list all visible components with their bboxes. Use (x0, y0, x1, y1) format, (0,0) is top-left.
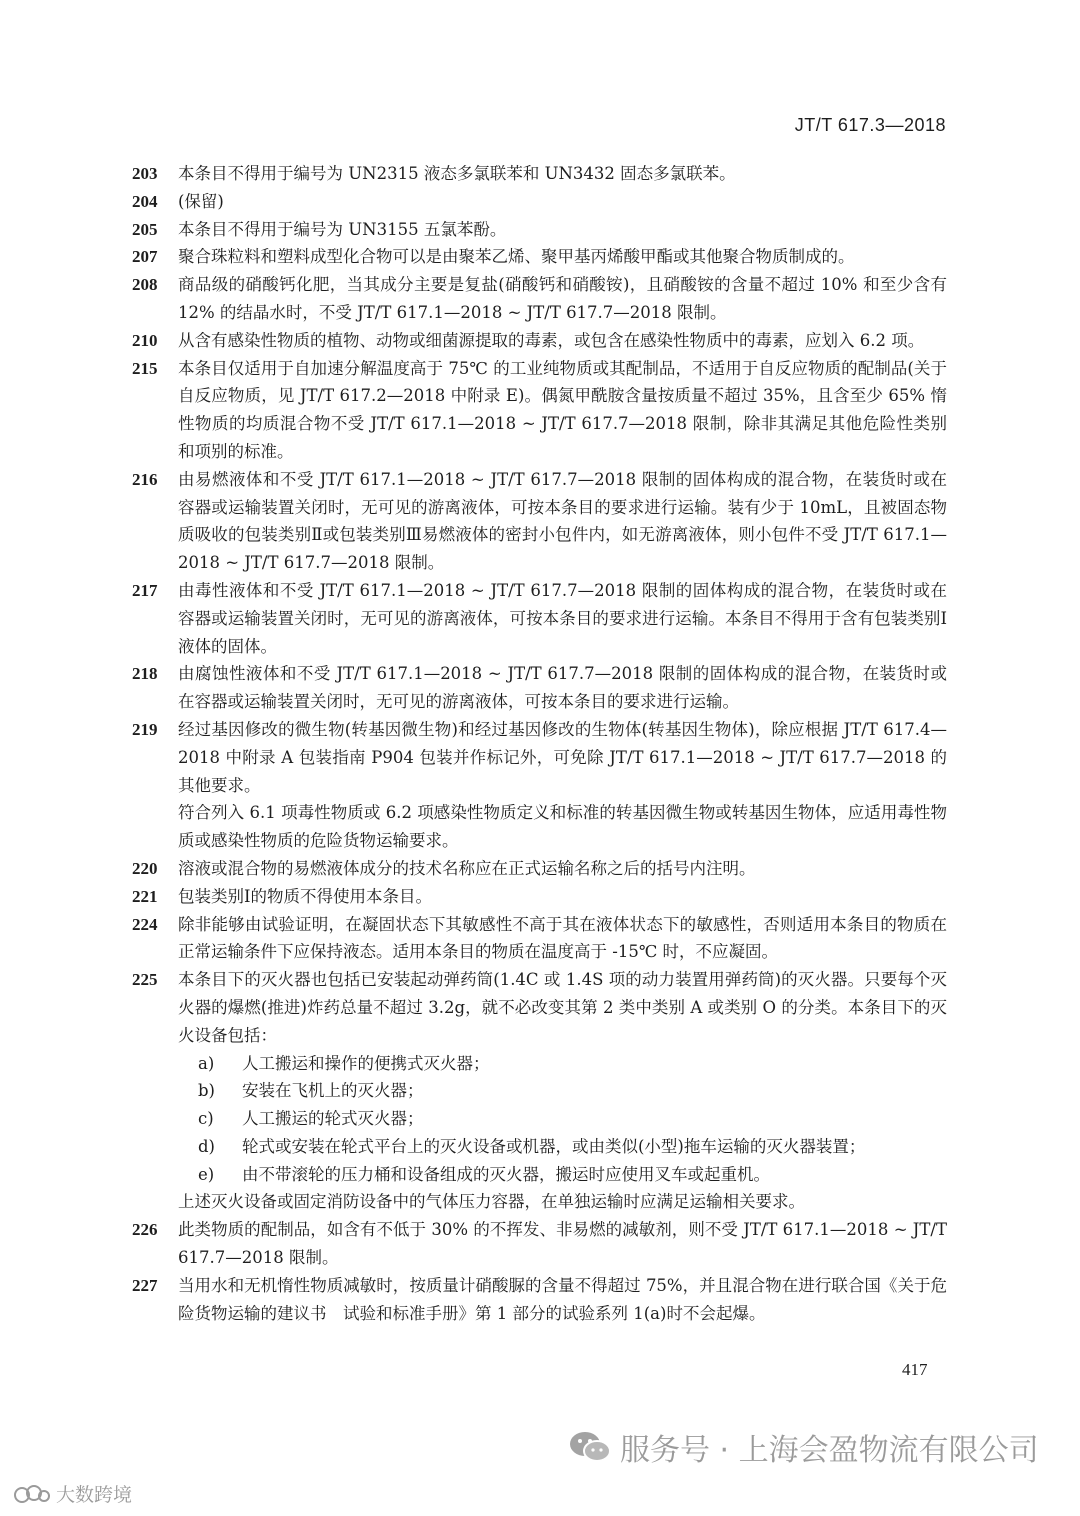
entry-number: 210 (132, 330, 158, 350)
sub-item-label: a) (198, 1053, 215, 1073)
entry-227 (132, 1272, 947, 1328)
entry-text: 本条目不得用于编号为 UN2315 液态多氯联苯和 UN3432 固态多氯联苯。 (178, 164, 736, 183)
sub-item (178, 1161, 947, 1189)
entry-text: 经过基因修改的微生物(转基因微生物)和经过基因修改的生物体(转基因生物体)，除应根据 JT/T 617.4—2018 中附录 A 包装指南 P904 包装并作标记外，可免除 JT/T 617.1—2018 ~ JT/T 617.7—2018 的其他要求。 (178, 719, 947, 795)
entry-text: 本条目仅适用于自加速分解温度高于 75℃ 的工业纯物质或其配制品，不适用于自反应物质的配制品(关于自反应物质，见 JT/T 617.2—2018 中附录 E)。偶氮甲酰胺含量按质量不超过 35%，且含至少 65% 惰性物质的均质混合物不受 JT/T 617.1—2018 ~ JT/T 617.7—2018 限制，除非其满足其他危险性类别和项别的标准。 (178, 358, 947, 461)
entry-text: (保留) (178, 191, 224, 211)
entry-text: 溶液或混合物的易燃液体成分的技术名称应在正式运输名称之后的括号内注明。 (178, 858, 756, 878)
sub-item-label: c) (198, 1109, 214, 1129)
entry-text: 此类物质的配制品，如含有不低于 30% 的不挥发、非易燃的减敏剂，则不受 JT/T 617.1—2018 ~ JT/T 617.7—2018 限制。 (178, 1220, 947, 1268)
entry-text: 包装类别Ⅰ的物质不得使用本条目。 (178, 886, 433, 906)
entry-204 (132, 188, 947, 216)
watermark-left (12, 1480, 132, 1507)
entry-text: 商品级的硝酸钙化肥，当其成分主要是复盐(硝酸钙和硝酸铵)，且硝酸铵的含量不超过 10% 和至少含有 12% 的结晶水时，不受 JT/T 617.1—2018 ~ JT/T 617.7—2018 限制。 (178, 275, 947, 322)
entry-220 (132, 855, 947, 883)
entry-203 (132, 160, 947, 188)
entry-number: 219 (132, 719, 158, 739)
entry-text: 符合列入 6.1 项毒性物质或 6.2 项感染性物质定义和标准的转基因微生物或转基因生物体，应适用毒性物质或感染性物质的危险货物运输要求。 (178, 803, 947, 851)
entry-210 (132, 327, 947, 355)
page-number: 417 (902, 1360, 928, 1379)
entry-number: 204 (132, 191, 158, 211)
entry-number: 203 (132, 164, 158, 183)
entry-219 (132, 716, 947, 855)
entry-number: 208 (132, 275, 158, 295)
entry-207 (132, 243, 947, 271)
sub-item-text: 人工搬运的轮式灭火器； (242, 1109, 424, 1129)
entry-number: 221 (132, 886, 158, 906)
entry-number: 220 (132, 858, 158, 878)
entry-text: 由易燃液体和不受 JT/T 617.1—2018 ~ JT/T 617.7—2018 限制的固体构成的混合物，在装货时或在容器或运输装置关闭时，无可见的游离液体，可按本条目的要求进行运输。装有少于 10mL，且被固态物质吸收的包装类别Ⅱ或包装类别Ⅲ易燃液体的密封小包件内，如无游离液体，则小包件不受 JT/T 617.1—2018 ~ JT/T 617.7—2018 限制。 (178, 469, 947, 573)
sub-item-label: b) (198, 1081, 215, 1101)
regulation-entries (132, 160, 947, 1327)
entry-218 (132, 660, 947, 716)
entry-number: 216 (132, 469, 158, 489)
entry-number: 224 (132, 914, 158, 934)
entry-215 (132, 355, 947, 466)
entry-text: 从含有感染性物质的植物、动物或细菌源提取的毒素，或包含在感染性物质中的毒素，应划入 6.2 项。 (178, 330, 925, 350)
entry-number: 225 (132, 970, 158, 990)
sub-item-label: e) (198, 1164, 215, 1184)
cloud-link-icon (12, 1483, 52, 1505)
sub-item-text: 人工搬运和操作的便携式灭火器； (242, 1053, 490, 1073)
sub-item-text: 安装在飞机上的灭火器； (242, 1081, 424, 1101)
entry-216 (132, 466, 947, 577)
entry-number: 218 (132, 664, 158, 684)
entry-number: 227 (132, 1275, 158, 1295)
entry-number: 205 (132, 219, 158, 239)
entry-224 (132, 911, 947, 967)
wechat-icon (568, 1429, 612, 1465)
sub-item (178, 1105, 947, 1133)
entry-205 (132, 216, 947, 244)
entry-217 (132, 577, 947, 660)
entry-225 (132, 966, 947, 1216)
sub-item-label: d) (198, 1136, 215, 1156)
sub-item-text: 轮式或安装在轮式平台上的灭火设备或机器，或由类似(小型)拖车运输的灭火器装置； (242, 1136, 866, 1156)
sub-item (178, 1133, 947, 1161)
watermark-right (568, 1425, 1039, 1469)
entry-text: 聚合珠粒料和塑料成型化合物可以是由聚苯乙烯、聚甲基丙烯酸甲酯或其他聚合物质制成的。 (178, 247, 855, 267)
watermark-right-text: 服务号 · 上海会盈物流有限公司 (620, 1433, 1039, 1468)
standard-code: JT/T 617.3—2018 (794, 115, 946, 135)
entry-text: 由毒性液体和不受 JT/T 617.1—2018 ~ JT/T 617.7—2018 限制的固体构成的混合物，在装货时或在容器或运输装置关闭时，无可见的游离液体，可按本条目的要求进行运输。本条目不得用于含有包装类别Ⅰ液体的固体。 (178, 580, 947, 656)
entry-number: 215 (132, 358, 158, 378)
entry-text: 上述灭火设备或固定消防设备中的气体压力容器，在单独运输时应满足运输相关要求。 (178, 1192, 805, 1212)
watermark-left-text: 大数跨境 (56, 1484, 133, 1506)
entry-text: 本条目下的灭火器也包括已安装起动弹药筒(1.4C 或 1.4S 项的动力装置用弹药筒)的灭火器。只要每个灭火器的爆燃(推进)炸药总量不超过 3.2g，就不必改变其第 2 类中类别 A 或类别 O 的分类。本条目下的灭火设备包括： (178, 970, 947, 1045)
entry-number: 226 (132, 1220, 158, 1240)
entry-number: 207 (132, 247, 158, 267)
entry-text: 当用水和无机惰性物质减敏时，按质量计硝酸脲的含量不得超过 75%，并且混合物在进行联合国《关于危险货物运输的建议书 试验和标准手册》第 1 部分的试验系列 1(a)时不会起爆。 (178, 1275, 947, 1323)
sub-item (178, 1077, 947, 1105)
entry-text: 由腐蚀性液体和不受 JT/T 617.1—2018 ~ JT/T 617.7—2018 限制的固体构成的混合物，在装货时或在容器或运输装置关闭时，无可见的游离液体，可按本条目的要求进行运输。 (178, 664, 947, 712)
entry-221 (132, 883, 947, 911)
entry-text: 本条目不得用于编号为 UN3155 五氯苯酚。 (178, 219, 507, 239)
entry-text: 除非能够由试验证明，在凝固状态下其敏感性不高于其在液体状态下的敏感性，否则适用本条目的物质在正常运输条件下应保持液态。适用本条目的物质在温度高于 -15℃ 时，不应凝固。 (178, 914, 947, 962)
entry-208 (132, 271, 947, 327)
entry-number: 217 (132, 580, 158, 600)
entry-226 (132, 1216, 947, 1272)
sub-item-text: 由不带滚轮的压力桶和设备组成的灭火器，搬运时应使用叉车或起重机。 (242, 1164, 770, 1184)
sub-item (178, 1050, 947, 1078)
